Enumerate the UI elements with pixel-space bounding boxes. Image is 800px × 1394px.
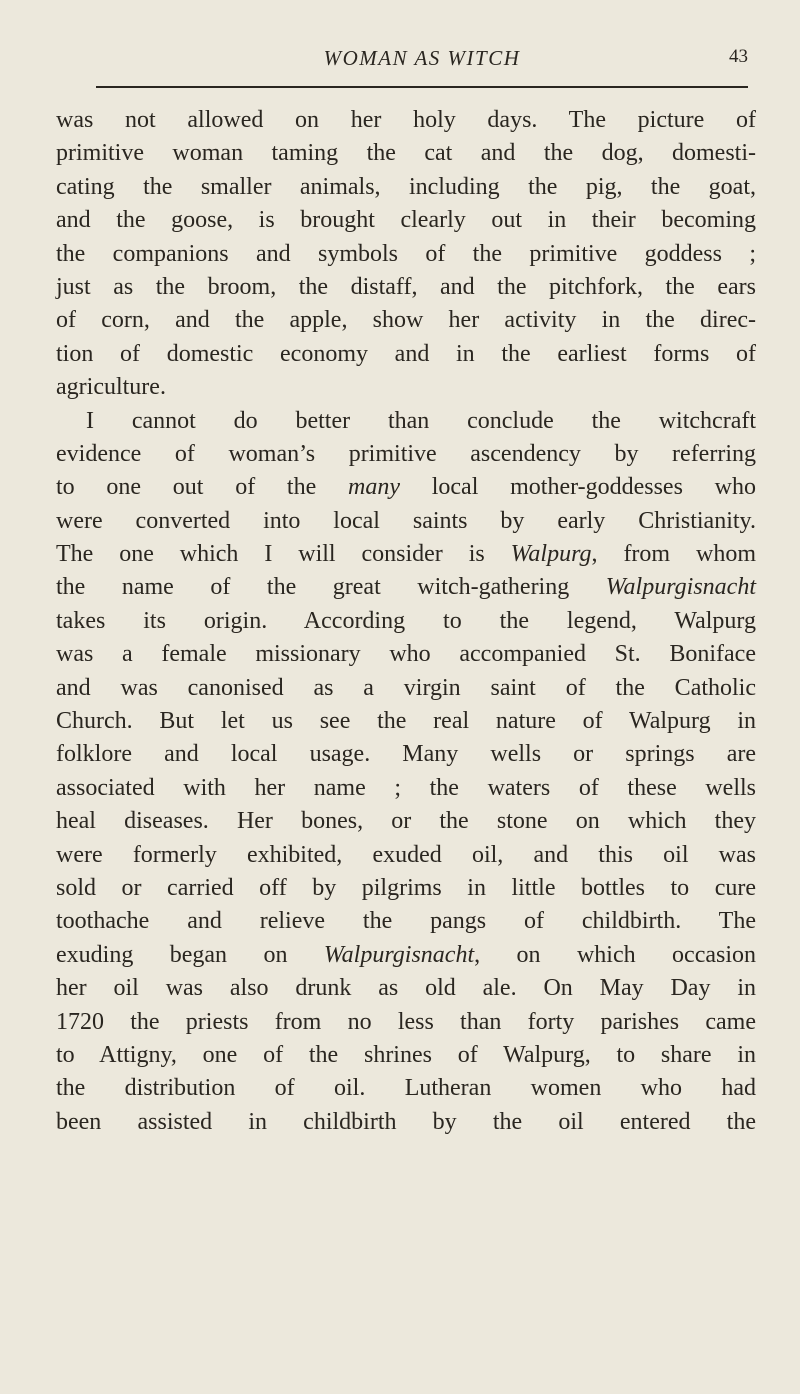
italic-text: Walpurgisnacht (323, 941, 475, 968)
text-line: were formerly exhibited, exuded oil, and this oil was (56, 841, 756, 868)
running-title: WOMAN AS WITCH (323, 46, 521, 70)
text-line: Church. But let us see the real nature of Walpurg in (56, 708, 756, 735)
text-line: takes its origin. According to the legend, Walpurg (56, 607, 756, 634)
text-line: 1720 the priests from no less than forty parishes came (56, 1008, 756, 1035)
text-line: was a female missionary who accompanied St. Boniface (56, 641, 756, 668)
text-line: primitive woman taming the cat and the dog, domesti- (56, 140, 756, 167)
text-line: The one which I will consider is Walpurg, from whom (56, 541, 756, 568)
text-line: were converted into local saints by early Christianity. (56, 507, 756, 534)
text-line: to Attigny, one of the shrines of Walpurg, to share in (56, 1041, 756, 1068)
body-text (56, 104, 756, 1139)
text-line: folklore and local usage. Many wells or springs are (56, 741, 756, 768)
text-line: the distribution of oil. Lutheran women who had (56, 1075, 756, 1102)
italic-text: Walpurg (510, 541, 592, 568)
text-line: sold or carried off by pilgrims in little bottles to cure (56, 874, 756, 901)
text-line: evidence of woman’s primitive ascendency by referring (56, 440, 756, 467)
text-line: I cannot do better than conclude the witchcraft (86, 407, 756, 434)
text-line: and was canonised as a virgin saint of the Catholic (56, 674, 756, 701)
text-line: was not allowed on her holy days. The picture of (56, 107, 756, 133)
text-line: her oil was also drunk as old ale. On May Day in (56, 975, 756, 1002)
text-line: and the goose, is brought clearly out in their becoming (56, 207, 756, 234)
text-line: to one out of the many local mother-goddesses who (56, 474, 756, 501)
text-line: just as the broom, the distaff, and the pitchfork, the ears (56, 273, 756, 300)
text-line: agriculture. (56, 374, 166, 401)
running-head (96, 40, 748, 80)
text-line: heal diseases. Her bones, or the stone on which they (56, 808, 756, 835)
italic-text: many (348, 474, 400, 501)
page-number: 43 (729, 46, 748, 67)
text-line: the companions and symbols of the primitive goddess ; (56, 240, 756, 267)
text-line: exuding began on Walpurgisnacht, on which occasion (56, 941, 756, 968)
text-line: cating the smaller animals, including the pig, the goat, (56, 173, 756, 200)
text-line: of corn, and the apple, show her activity in the direc- (56, 307, 756, 334)
text-line: associated with her name ; the waters of these wells (56, 774, 756, 801)
italic-text: Walpurgisnacht (605, 574, 756, 601)
text-line: been assisted in childbirth by the oil entered the (56, 1108, 756, 1135)
text-line: the name of the great witch-gathering Walpurgisnacht (56, 574, 756, 601)
text-line: tion of domestic economy and in the earliest forms of (56, 340, 756, 367)
text-line: toothache and relieve the pangs of childbirth. The (56, 908, 756, 935)
header-rule (96, 86, 748, 88)
